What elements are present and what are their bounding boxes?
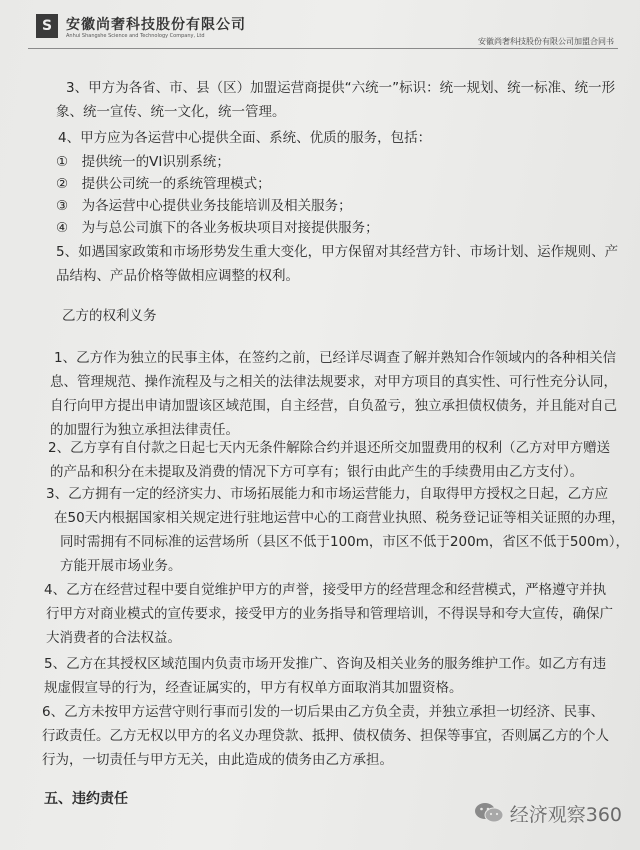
text-line: 6、乙方未按甲方运营守则行事而引发的一切后果由乙方负全责，并独立承担一切经济、民事、 — [42, 704, 605, 720]
text-line: 的加盟行为独立承担法律责任。 — [50, 422, 239, 438]
text-line: 大消费者的合法权益。 — [46, 630, 181, 646]
text-line: ④ 为与总公司旗下的各业务板块项目对接提供服务； — [56, 220, 379, 236]
text-line: 3、乙方拥有一定的经济实力、市场拓展能力和市场运营能力，自取得甲方授权之日起，乙方应 — [46, 486, 609, 502]
text-line: 品结构、产品价格等做相应调整的权利。 — [56, 268, 299, 284]
text-line: 1、乙方作为独立的民事主体，在签约之前，已经详尽调查了解并熟知合作领域内的各种相关信 — [54, 350, 617, 366]
text-line: 行甲方对商业模式的宣传要求，接受甲方的业务指导和管理培训，不得误导和夸大宣传，确保广 — [46, 606, 613, 622]
text-line: 3、甲方为各省、市、县（区）加盟运营商提供“六统一”标识：统一规划、统一标准、统一形 — [66, 80, 616, 96]
text-line: 的产品和积分在未提取及消费的情况下方可享有；银行由此产生的手续费用由乙方支付）。 — [50, 464, 584, 480]
company-name-cn: 安徽尚奢科技股份有限公司 — [66, 17, 246, 33]
wechat-watermark — [474, 800, 622, 826]
company-name-en: Anhui Shangshe Science and Technology Company, Ltd — [66, 33, 205, 39]
text-line: 5、乙方在其授权区域范围内负责市场开发推广、咨询及相关业务的服务维护工作。如乙方有违 — [44, 656, 607, 672]
text-line: 5、如遇国家政策和市场形势发生重大变化，甲方保留对其经营方针、市场计划、运作规则、产 — [56, 244, 619, 260]
page-header — [28, 14, 618, 49]
text-line: 规虚假宣导的行为，经查证属实的，甲方有权单方面取消其加盟资格。 — [44, 680, 463, 696]
text-line: ② 提供公司统一的系统管理模式； — [56, 176, 271, 192]
document-title: 安徽尚奢科技股份有限公司加盟合同书 — [478, 37, 614, 46]
text-line: 乙方的权利义务 — [62, 308, 157, 324]
text-line: 同时需拥有不同标准的运营场所（县区不低于100m，市区不低于200m，省区不低于500m）， — [60, 534, 630, 550]
text-line: ③ 为各运营中心提供业务技能培训及相关服务； — [56, 198, 352, 214]
section-heading-breach: 五、违约责任 — [44, 791, 128, 807]
text-line: 自行向甲方提出申请加盟该区域范围，自主经营，自负盈亏，独立承担债权债务，并且能对自己 — [50, 398, 617, 414]
text-line: 方能开展市场业务。 — [60, 558, 182, 574]
text-line: 2、乙方享有自付款之日起七天内无条件解除合约并退还所交加盟费用的权利（乙方对甲方赠送 — [48, 440, 611, 456]
watermark-text: 经济观察360 — [509, 803, 622, 826]
text-line: ① 提供统一的VI识别系统； — [56, 154, 230, 170]
text-line: 4、甲方应为各运营中心提供全面、系统、优质的服务，包括： — [58, 130, 432, 146]
company-logo: S — [36, 14, 58, 38]
text-line: 在50天内根据国家相关规定进行驻地运营中心的工商营业执照、税务登记证等相关证照的办理， — [54, 510, 625, 526]
text-line: 行政责任。乙方无权以甲方的名义办理贷款、抵押、债权债务、担保等事宜，否则属乙方的个人 — [42, 728, 609, 744]
text-line: 息、管理规范、操作流程及与之相关的法律法规要求，对甲方项目的真实性、可行性充分认同， — [50, 374, 617, 390]
text-line: 象、统一宣传、统一文化，统一管理。 — [56, 104, 286, 120]
text-line: 行为，一切责任与甲方无关，由此造成的债务由乙方承担。 — [42, 752, 393, 768]
wechat-icon — [474, 801, 504, 825]
text-line: 4、乙方在经营过程中要自觉维护甲方的声誉，接受甲方的经营理念和经营模式，严格遵守并执 — [44, 582, 607, 598]
